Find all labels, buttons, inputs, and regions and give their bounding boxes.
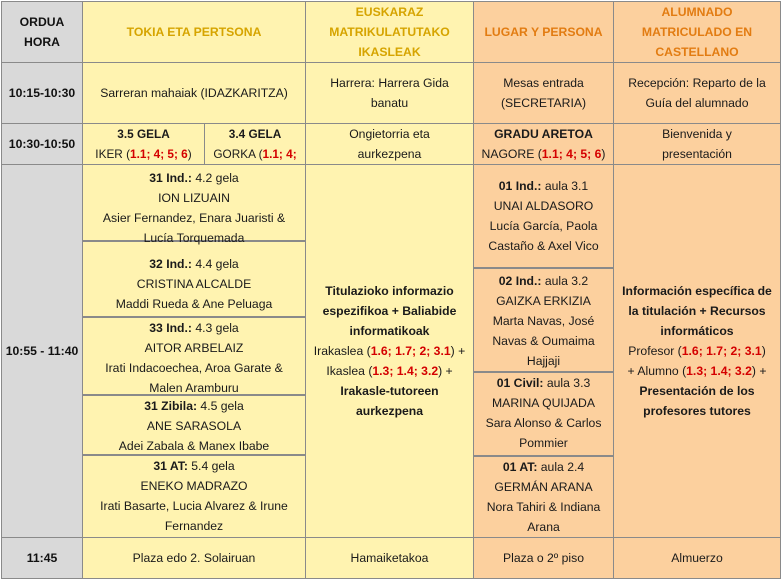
snack-spanish-place: Plaza o 2º piso: [474, 538, 614, 579]
snack-spanish-activity: Almuerzo: [614, 538, 781, 579]
header-lugar: LUGAR Y PERSONA: [474, 2, 614, 63]
header-alumnado: ALUMNADO MATRICULADO EN CASTELLANO: [614, 2, 781, 63]
time-cell: 10:55 - 11:40: [2, 165, 83, 538]
welcome-room-34: 3.4 GELA GORKA (1.1; 4;: [205, 124, 306, 165]
basque-group-31-zibila: 31 Zibila: 4.5 gela ANE SARASOLA Adei Zabala & Manex Ibabe: [83, 396, 305, 456]
reception-spanish-activity: Recepción: Reparto de la Guía del alumnado: [614, 63, 781, 124]
row-groups: [2, 165, 781, 538]
row-snack: [2, 538, 781, 579]
basque-group-31-ind: 31 Ind.: 4.2 gela ION LIZUAIN Asier Fernandez, Enara Juaristi & Lucía Torquemada: [83, 166, 305, 242]
basque-group-32-ind: 32 Ind.: 4.4 gela CRISTINA ALCALDE Maddi Rueda & Ane Peluaga: [83, 242, 305, 318]
welcome-room-35: 3.5 GELA IKER (1.1; 4; 5; 6): [83, 124, 205, 165]
row-reception: [2, 63, 781, 124]
header-row: [2, 2, 781, 63]
snack-basque-place: Plaza edo 2. Solairuan: [83, 538, 306, 579]
header-hora: HORA: [24, 35, 60, 49]
spanish-group-01-civil: 01 Civil: aula 3.3 MARINA QUIJADA Sara Alonso & Carlos Pommier: [474, 373, 613, 457]
reception-basque-activity: Harrera: Harrera Gida banatu: [306, 63, 474, 124]
schedule-table: [1, 1, 781, 579]
welcome-basque-activity: Ongietorria eta aurkezpena: [306, 124, 474, 165]
reception-spanish-place: Mesas entrada (SECRETARIA): [474, 63, 614, 124]
row-welcome: [2, 124, 781, 165]
header-euskaraz: EUSKARAZ MATRIKULATUTAKO IKASLEAK: [306, 2, 474, 63]
basque-groups-cell: [83, 165, 306, 538]
header-ordua: ORDUA: [19, 15, 65, 29]
spanish-group-02-ind: 02 Ind.: aula 3.2 GAIZKA ERKIZIA Marta Navas, José Navas & Oumaima Hajjaji: [474, 269, 613, 373]
basque-info-cell: Titulazioko informazio espezifikoa + Baliabide informatikoak Irakaslea (1.6; 1.7; 2; 3.1) + Ikaslea (1.3; 1.4; 3.2) + Irakasle-tutoreen aurkezpena: [306, 165, 474, 538]
time-cell: 11:45: [2, 538, 83, 579]
hour-column-header: [2, 2, 83, 63]
welcome-spanish-activity: Bienvenida y presentación: [614, 124, 781, 165]
spanish-info-cell: Información específica de la titulación + Recursos informáticos Profesor (1.6; 1.7; 2; 3.1) + Alumno (1.3; 1.4; 3.2) + Presentación de los profesores tutores: [614, 165, 781, 538]
time-cell: 10:30-10:50: [2, 124, 83, 165]
basque-group-31-at: 31 AT: 5.4 gela ENEKO MADRAZO Irati Basarte, Lucia Alvarez & Irune Fernandez: [100, 459, 288, 533]
header-tokia: TOKIA ETA PERTSONA: [83, 2, 306, 63]
spanish-group-01-at: 01 AT: aula 2.4 GERMÁN ARANA Nora Tahiri & Indiana Arana: [486, 460, 601, 534]
reception-basque-place: Sarreran mahaiak (IDAZKARITZA): [83, 63, 306, 124]
welcome-spanish-place: GRADU ARETOA NAGORE (1.1; 4; 5; 6): [474, 124, 614, 165]
basque-group-33-ind: 33 Ind.: 4.3 gela AITOR ARBELAIZ Irati Indacoechea, Aroa Garate & Malen Aramburu: [83, 318, 305, 396]
spanish-group-01-ind: 01 Ind.: aula 3.1 UNAI ALDASORO Lucía García, Paola Castaño & Axel Vico: [474, 166, 613, 269]
snack-basque-activity: Hamaiketakoa: [306, 538, 474, 579]
time-cell: 10:15-10:30: [2, 63, 83, 124]
spanish-groups-cell: [474, 165, 614, 538]
